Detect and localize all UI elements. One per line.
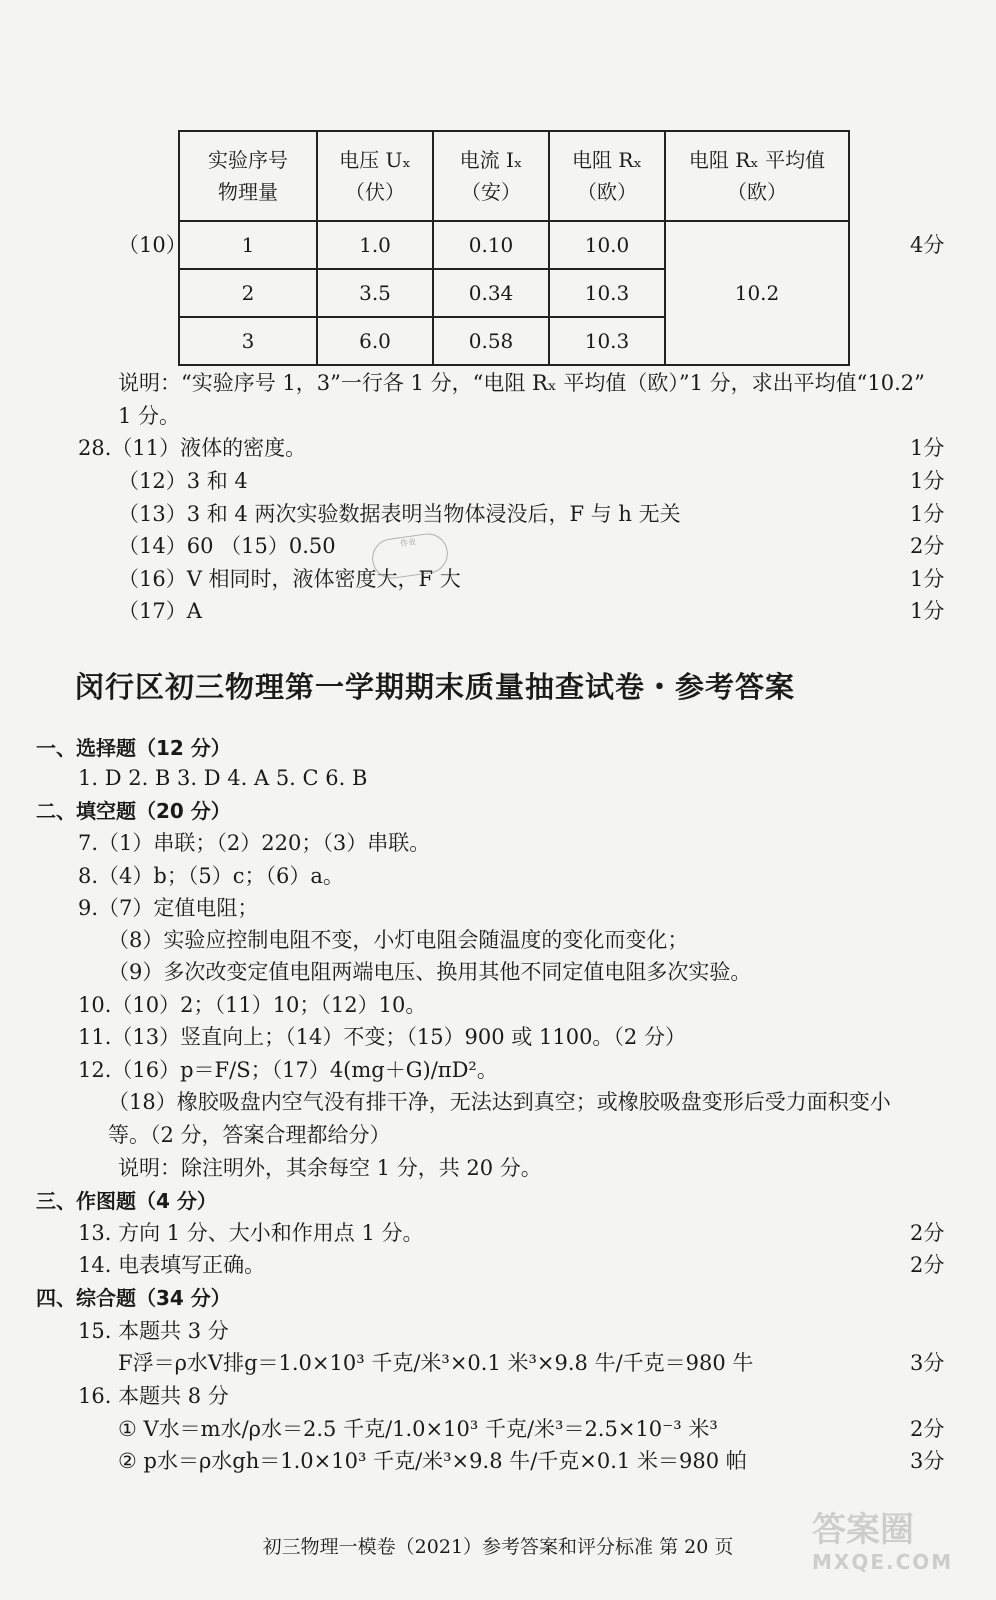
q28-score: 1分 [910, 469, 945, 493]
table-cell: 6.0 [317, 317, 433, 365]
q28-item: （16）V 相同时，液体密度大，F 大 [118, 567, 461, 591]
table-cell: 10.3 [549, 269, 665, 317]
fill-line: 8.（4）b；（5）c；（6）a。 [78, 864, 344, 888]
question-number-10: （10） [118, 233, 187, 257]
drawing-line: 13. 方向 1 分、大小和作用点 1 分。 [78, 1221, 424, 1245]
table-row [179, 221, 849, 269]
table-cell: 0.10 [433, 221, 549, 269]
header-cell: 电阻 Rₓ 平均值 （欧） [665, 131, 849, 221]
page-title: 闵行区初三物理第一学期期末质量抽查试卷・参考答案 [75, 670, 796, 704]
q28-item: （14）60 （15）0.50 [118, 534, 336, 558]
table-cell: 1 [179, 221, 317, 269]
comprehensive-line: 15. 本题共 3 分 [78, 1319, 229, 1343]
header-cell: 实验序号 物理量 [179, 131, 317, 221]
section-heading-fill: 二、填空题（20 分） [36, 799, 231, 823]
header-cell: 电阻 Rₓ （欧） [549, 131, 665, 221]
table-header-row [179, 131, 849, 221]
q28-item: 28.（11）液体的密度。 [78, 436, 307, 460]
drawing-score: 2分 [910, 1253, 945, 1277]
comprehensive-score: 3分 [910, 1351, 945, 1375]
homework-stamp: 作业 [370, 531, 451, 581]
drawing-score: 2分 [910, 1221, 945, 1245]
fill-line: 12.（16）p＝F/S；（17）4(mg＋G)/πD²。 [78, 1058, 498, 1082]
fill-note: 说明：除注明外，其余每空 1 分，共 20 分。 [118, 1156, 542, 1180]
q28-item: （17）A [118, 599, 202, 623]
table-cell: 3.5 [317, 269, 433, 317]
fill-line: 9.（7）定值电阻； [78, 896, 259, 920]
q28-item: （13）3 和 4 两次实验数据表明当物体浸没后，F 与 h 无关 [118, 502, 681, 526]
q28-score: 1分 [910, 567, 945, 591]
table-cell: 10.0 [549, 221, 665, 269]
table-cell: 2 [179, 269, 317, 317]
q28-score: 1分 [910, 436, 945, 460]
average-cell: 10.2 [665, 221, 849, 365]
score-table: 4分 [910, 233, 945, 257]
comprehensive-line: F浮＝ρ水V排g＝1.0×10³ 千克/米³×0.1 米³×9.8 牛/千克＝980 牛 [118, 1351, 754, 1375]
choice-answers: 1. D 2. B 3. D 4. A 5. C 6. B [78, 766, 368, 790]
comprehensive-line: ② p水＝ρ水gh＝1.0×10³ 千克/米³×9.8 牛/千克×0.1 米＝980 帕 [118, 1449, 747, 1473]
q28-score: 1分 [910, 502, 945, 526]
comprehensive-line: 16. 本题共 8 分 [78, 1384, 229, 1408]
section-heading-choice: 一、选择题（12 分） [36, 736, 231, 760]
fill-line: （18）橡胶吸盘内空气没有排干净，无法达到真空；或橡胶吸盘变形后受力面积变小 [108, 1090, 891, 1114]
experiment-data-table [178, 130, 850, 366]
fill-line: 10.（10）2；（11）10；（12）10。 [78, 993, 427, 1017]
table-cell: 1.0 [317, 221, 433, 269]
q28-item: （12）3 和 4 [118, 469, 248, 493]
table-cell: 10.3 [549, 317, 665, 365]
table-cell: 0.34 [433, 269, 549, 317]
comprehensive-score: 2分 [910, 1417, 945, 1441]
comprehensive-score: 3分 [910, 1449, 945, 1473]
section-heading-drawing: 三、作图题（4 分） [36, 1189, 217, 1213]
header-cell: 电压 Uₓ （伏） [317, 131, 433, 221]
note-table-line1: 说明：“实验序号 1，3”一行各 1 分，“电阻 Rₓ 平均值（欧）”1 分，求出平均值“10.2” [118, 371, 925, 395]
q28-score: 1分 [910, 599, 945, 623]
section-heading-comprehensive: 四、综合题（34 分） [36, 1286, 231, 1310]
drawing-line: 14. 电表填写正确。 [78, 1253, 266, 1277]
note-table-line2: 1 分。 [118, 404, 181, 428]
page-footer: 初三物理一模卷（2021）参考答案和评分标准 第 20 页 [262, 1536, 734, 1558]
fill-line: 11.（13）竖直向上；（14）不变；（15）900 或 1100。（2 分） [78, 1025, 686, 1049]
fill-line: （8）实验应控制电阻不变，小灯电阻会随温度的变化而变化； [108, 928, 689, 952]
fill-line: （9）多次改变定值电阻两端电压、换用其他不同定值电阻多次实验。 [108, 960, 752, 984]
table-cell: 0.58 [433, 317, 549, 365]
comprehensive-line: ① V水＝m水/ρ水＝2.5 千克/1.0×10³ 千克/米³＝2.5×10⁻³ 米³ [118, 1417, 718, 1441]
header-cell: 电流 Iₓ （安） [433, 131, 549, 221]
watermark-logo: 答案圈 MXQE.COM [812, 1510, 954, 1574]
fill-line: 等。（2 分，答案合理都给分） [108, 1123, 391, 1147]
table-cell: 3 [179, 317, 317, 365]
q28-score: 2分 [910, 534, 945, 558]
fill-line: 7.（1）串联；（2）220；（3）串联。 [78, 831, 431, 855]
